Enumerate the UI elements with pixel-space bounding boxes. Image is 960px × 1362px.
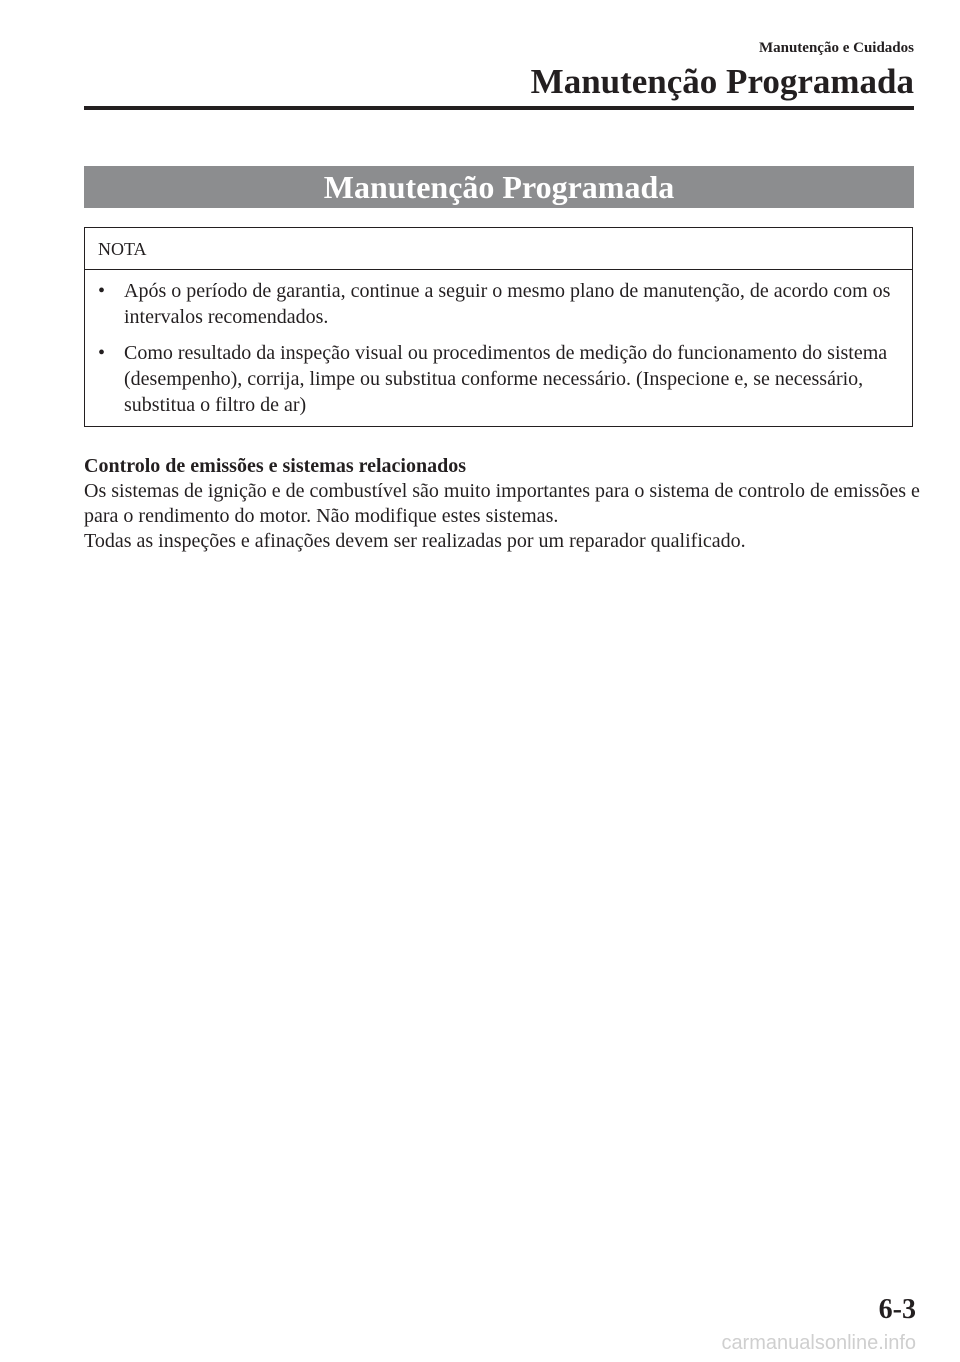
- body-section: [84, 454, 924, 554]
- note-item: [97, 278, 900, 330]
- bullet-icon: •: [98, 342, 106, 364]
- body-paragraph: Todas as inspeções e afinações devem ser realizadas por um reparador qualificado.: [84, 530, 746, 552]
- page-number: 6-3: [878, 1294, 916, 1325]
- note-list: [85, 270, 912, 418]
- body-heading: Controlo de emissões e sistemas relacionados: [84, 455, 467, 477]
- header-rule: [84, 106, 914, 110]
- bullet-icon: •: [98, 280, 106, 302]
- section-header: Manutenção Programada: [530, 62, 914, 101]
- watermark: carmanualsonline.info: [721, 1332, 916, 1354]
- note-item-text: Como resultado da inspeção visual ou procedimentos de medição do funcionamento do sistema (desempenho), corrija, limpe ou substitua conforme necessário. (Inspecione e, se necessário, substitua o filtro de ar): [124, 342, 888, 416]
- note-item: [97, 340, 900, 418]
- body-paragraph: Os sistemas de ignição e de combustível são muito importantes para o sistema de controlo de emissões e para o rendimento do motor. Não modifique estes sistemas.: [84, 480, 920, 527]
- page-title: Manutenção Programada: [84, 166, 914, 208]
- chapter-label: Manutenção e Cuidados: [758, 40, 914, 56]
- note-item-text: Após o período de garantia, continue a seguir o mesmo plano de manutenção, de acordo com os intervalos recomendados.: [124, 280, 891, 328]
- note-heading: NOTA: [85, 228, 912, 270]
- note-box: [84, 227, 913, 427]
